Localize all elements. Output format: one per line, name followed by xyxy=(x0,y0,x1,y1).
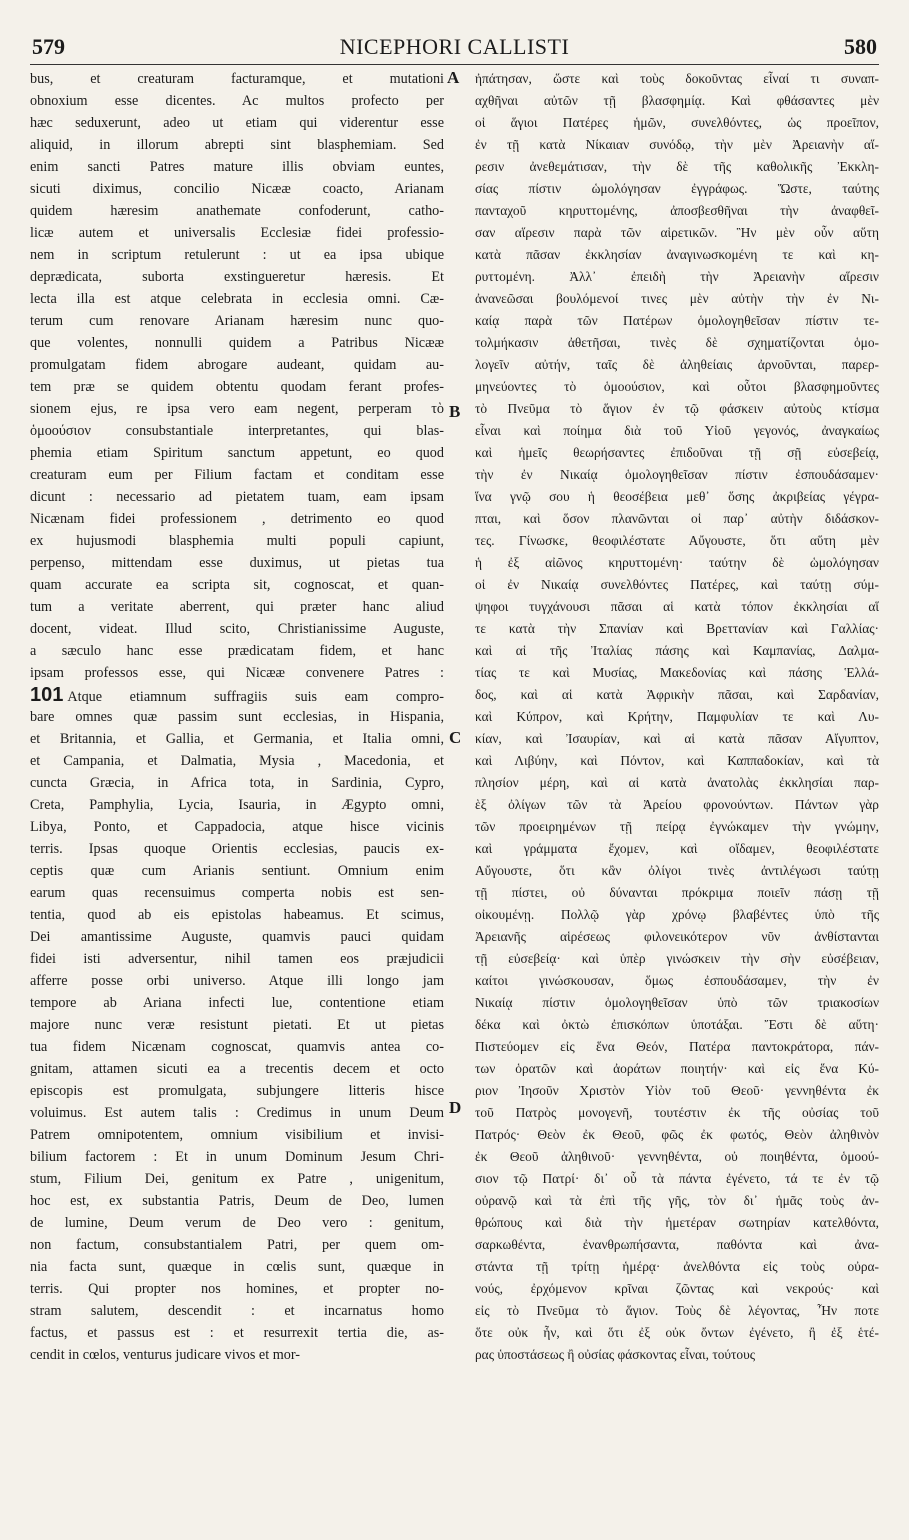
text-line: λογεῖν αὐτήν, ταῖς δὲ ἀληθείαις ἀρνοῦνται, παρερ- xyxy=(475,357,879,372)
text-line: Libya, Ponto, et Cappadocia, atque hisce vicinis xyxy=(30,819,444,835)
text-line: κατὰ πᾶσαν ἐκκλησίαν ἀναγινωσκομένη τε καὶ κη- xyxy=(475,247,879,262)
text-line: docent, videat. Illud scito, Christianissime Auguste, xyxy=(30,621,444,637)
page-number-left: 579 xyxy=(32,34,65,59)
text-line: sionem ejus, re ipsa vero eam negent, perperam τὸ xyxy=(30,401,444,417)
text-line: tentia, quod ab eis epistolas habeamus. Et scimus, xyxy=(30,907,444,923)
text-line: οὐρανῷ καὶ τὰ ἐπὶ τῆς γῆς, τὸν δι᾽ ἡμᾶς τοὺς ἀν- xyxy=(475,1193,879,1208)
text-line: ὲξ ὀλίγων τῶν τὰ Ἀρείου φρονούντων. Πάντων γὰρ xyxy=(475,797,879,812)
page-number-right: 580 xyxy=(844,34,877,59)
text-line: et Britannia, et Gallia, et Germania, et Italia omni, xyxy=(30,731,444,747)
text-line: τίας τε καὶ Μυσίας, Μακεδονίας καὶ πάσης Ἑλλά- xyxy=(475,665,879,680)
margin-marker-c: C xyxy=(449,728,462,747)
text-line: τῇ εὐσεβείᾳ· καὶ ὑπὲρ γινώσκειν τὴν σὴν εὐσέβειαν, xyxy=(475,951,879,966)
text-line: κίαν, καὶ Ἰσαυρίαν, καὶ αἱ κατὰ πᾶσαν Αἴγυπτον, xyxy=(475,731,879,746)
text-line: de lumine, Deum verum de Deo vero : genitum, xyxy=(30,1215,444,1231)
text-line: καὶ ἡμεῖς θεωρήσαντες ἐπιδοῦναι τῇ σῇ εὐσεβείᾳ, xyxy=(475,445,879,460)
text-line: majore nunc veræ resistunt pietati. Et ut pietas xyxy=(30,1017,444,1033)
text-line: καὶ Κύπρον, καὶ Κρήτην, Παμφυλίαν τε καὶ Λυ- xyxy=(475,709,879,724)
text-line: ἐν τῇ κατὰ Νίκαιαν συνόδῳ, τὴν μὲν Ἀρειανὴν αἵ- xyxy=(475,137,879,152)
text-line: terris. Qui propter nos homines, et propter no- xyxy=(30,1281,444,1297)
text-line: bare omnes quæ passim sunt ecclesias, in Hispania, xyxy=(30,709,444,725)
text-line: cuncta Græcia, in Africa tota, in Sardinia, Cypro, xyxy=(30,775,444,791)
text-line: σίας πίστιν ὡμολόγησαν ἐγγράφως. Ὥστε, ταύτης xyxy=(475,181,879,196)
text-line: θρώπους καὶ διὰ τὴν ἡμετέραν σωτηρίαν κατελθόντα, xyxy=(475,1215,879,1230)
text-line: νούς, ἐρχόμενον κρῖναι ζῶντας καὶ νεκρούς· καὶ xyxy=(475,1281,879,1296)
text-line: obnoxium esse dicentes. Ac multos profecto per xyxy=(30,93,444,109)
text-line: καὶ γράμματα ἔχομεν, καὶ οἴδαμεν, θεοφιλέστατε xyxy=(475,841,879,856)
text-line: σιον τῷ Πατρί· δι᾽ οὗ τὰ πάντα ἐγένετο, τά τε ἐν τῷ xyxy=(475,1171,879,1186)
text-line: καὶ Λιβύην, καὶ Πόντον, καὶ Καππαδοκίαν, καὶ τὰ xyxy=(475,753,879,768)
text-line: εἶναι καὶ ποίημα διὰ τοῦ Υἱοῦ γεγονός, ἀναγκαίως xyxy=(475,423,879,438)
text-line: sicuti diximus, concilio Nicææ coacto, Arianam xyxy=(30,181,444,197)
text-line: πλησίον μέρη, καὶ αἱ κατὰ ἀνατολὰς ἐκκλησίαι παρ- xyxy=(475,775,879,790)
text-line: μηνεύοντες τὸ ὁμοούσιον, καὶ οὗτοι βλασφημοῦντες xyxy=(475,379,879,394)
text-line: τε κατὰ τὴν Σπανίαν καὶ Βρεττανίαν καὶ Γαλλίας· xyxy=(475,621,879,636)
text-line: ρας ὑποστάσεως ἢ οὐσίας φάσκοντας εἶναι, τούτους xyxy=(475,1347,756,1362)
text-line: οἰκουμένῃ. Πολλῷ γὰρ χρόνῳ βλαβέντες ὑπὸ τῆς xyxy=(475,907,879,922)
text-line: tem præ se quidem obtentu quodam ferant profes- xyxy=(30,379,444,395)
text-line: Creta, Pamphylia, Lycia, Isauria, in Ægypto omni, xyxy=(30,797,444,813)
text-line: οἱ ἐν Νικαίᾳ συνελθόντες Πατέρες, καὶ ταύτῃ σύμ- xyxy=(475,577,879,592)
text-line: ex hujusmodi blasphemia multi populi capiunt, xyxy=(30,533,444,549)
text-line: que volentes, nonnulli quidem a Patribus Nicææ xyxy=(30,335,444,351)
text-line: εἰς τὸ Πνεῦμα τὸ ἅγιον. Τοὺς δὲ λέγοντας, Ἦν ποτε xyxy=(475,1303,879,1318)
text-line: nem in scriptum retulerunt : ut ea ipsa ubique xyxy=(30,247,444,263)
text-line: factus, et passus est : et resurrexit tertia die, as- xyxy=(30,1325,444,1341)
text-line: ἐκ Θεοῦ ἀληθινοῦ· γεννηθέντα, οὐ ποιηθέντα, ὁμοού- xyxy=(475,1149,879,1164)
text-line: ἠπάτησαν, ὥστε καὶ τοὺς δοκοῦντας εἶναί τι συναπ- xyxy=(475,71,879,86)
text-line: οἱ ἅγιοι Πατέρες ἡμῶν, συνελθόντες, ὡς προεῖπον, xyxy=(475,115,879,130)
text-line: afferre posse orbi universo. Atque illi longo jam xyxy=(30,973,444,989)
text-line: gnitam, attamen sicuti ea a trecentis decem et octo xyxy=(30,1061,444,1077)
text-line: enim sancti Patres mature illis obviam euntes, xyxy=(30,159,444,175)
text-line: lecta illa est atque celebrata in ecclesia omni. Cæ- xyxy=(30,291,444,307)
text-line: fidei isti adversentur, nihil tamen eos præjudicii xyxy=(30,951,444,967)
text-line: Πιστεύομεν εἰς ἕνα Θεόν, Πατέρα παντοκράτορα, πάν- xyxy=(475,1039,879,1054)
section-number: 101 xyxy=(30,684,64,706)
text-line: ἵνα γνῷ σου ἡ θεοσέβεια μεθ᾽ ὅσης ἀκριβείας γέγρα- xyxy=(475,489,879,504)
margin-marker-a: A xyxy=(447,68,460,87)
text-line: tempore ab Ariana infecti lue, contentione etiam xyxy=(30,995,444,1011)
text-line: ρεσιν ἀνεθεμάτισαν, τὴν δὲ τῆς καθολικῆς Ἐκκλη- xyxy=(475,159,879,174)
text-line: ἀνανεῶσαι βουλόμενοί τινες μὲν αὐτὴν τὴν ἐν Νι- xyxy=(475,291,879,306)
text-line: καὶ αἱ τῆς Ἰταλίας πάσης καὶ Καμπανίας, Δαλμα- xyxy=(475,643,879,658)
running-title: NICEPHORI CALLISTI xyxy=(339,34,570,59)
text-line: dicunt : necessario ad pietatem tuam, eam ipsam xyxy=(30,489,444,505)
text-line: Πατρός· Θεὸν ἐκ Θεοῦ, φῶς ἐκ φωτός, Θεὸν ἀληθινὸν xyxy=(475,1127,879,1142)
text-line: ρυττομένη. Ἀλλ᾽ ἐπειδὴ τὴν Ἀρειανὴν αἵρεσιν xyxy=(475,269,879,284)
text-line: deprædicata, suborta exstingueretur hæresis. Et xyxy=(30,269,444,285)
text-line: σαρκωθέντα, ἐνανθρωπήσαντα, παθόντα καὶ ἀνα- xyxy=(475,1237,879,1252)
text-line: ceptis quæ cum Arianis sentiunt. Omnium enim xyxy=(30,863,444,879)
text-line: τὴν ἐν Νικαίᾳ ὁμολογηθεῖσαν πίστιν ἐσπουδάσαμεν· xyxy=(475,467,879,482)
text-line: creaturam eum per Filium factam et conditam esse xyxy=(30,467,444,483)
text-line: perpenso, mittendam esse duximus, ut pietas tua xyxy=(30,555,444,571)
text-line: promulgatam fidem abrogare audeant, quidam au- xyxy=(30,357,444,373)
text-line: καίᾳ παρὰ τῶν Πατέρων ὁμολογηθεῖσαν πίστιν τε- xyxy=(475,313,879,328)
text-line: quam accurate ea scripta sit, cognoscat, et quan- xyxy=(30,577,444,593)
text-line: πανταχοῦ κηρυττομένης, ἀποσβεσθῆναι τὴν ἀναφθεῖ- xyxy=(475,203,879,218)
text-line: καίτοι γινώσκουσαν, ὅμως ἐσπουδάσαμεν, τὴν ἐν xyxy=(475,973,879,988)
text-line: τολμήκασιν ἀθετῆσαι, τινὲς δὲ σχηματίζονται ὁμο- xyxy=(475,335,879,350)
text-line: ψηφοι τυγχάνουσι πᾶσαι αἱ κατὰ τόπον ἐκκλησίαι αἵ xyxy=(475,599,879,614)
text-line: terum cum renovare Arianam hæresim nunc quo- xyxy=(30,313,444,329)
text-line: nia facta sunt, quæque in cœlis sunt, quæque in xyxy=(30,1259,444,1275)
greek-column xyxy=(475,68,879,1366)
text-line: stram salutem, descendit : et incarnatus homo xyxy=(30,1303,444,1319)
text-line: τῇ πίστει, οὐ δύνανται πρόκριμα ποιεῖν πάσῃ τῇ xyxy=(475,885,879,900)
text-line: ὅτε οὐκ ἦν, καὶ ὅτι ἐξ οὐκ ὄντων ἐγένετο, ἢ ἐξ ἑτέ- xyxy=(475,1325,879,1340)
text-line: bus, et creaturam facturamque, et mutationi xyxy=(30,71,444,87)
text-line: ριον Ἰησοῦν Χριστὸν Υἱὸν τοῦ Θεοῦ· γεννηθέντα ἐκ xyxy=(475,1083,879,1098)
text-line: τοῦ Πατρὸς μονογενῆ, τουτέστιν ἐκ τῆς οὐσίας τοῦ xyxy=(475,1105,879,1120)
text-line: ὁμοούσιον consubstantiale interpretantes, qui blas- xyxy=(30,423,444,439)
text-line: ipsam professos esse, qui Nicææ convenere Patres : xyxy=(30,665,444,681)
line-text: Atque etiamnum suffragiis suis eam compro- xyxy=(67,689,444,705)
text-line xyxy=(30,684,444,706)
text-line: tua fidem Nicænam cognoscat, quamvis antea co- xyxy=(30,1039,444,1055)
text-line: hæc seduxerunt, adeo ut etiam qui viderentur esse xyxy=(30,115,444,131)
text-line: Nicænam fidei professionem , detrimento eo quod xyxy=(30,511,444,527)
text-line: phemia etiam Spiritum sanctum appetunt, eo quod xyxy=(30,445,444,461)
text-line: πται, καὶ ὅσον πλανῶνται οἱ παρ᾽ αὐτὴν διδάσκον- xyxy=(475,511,879,526)
text-line: δος, καὶ αἱ κατὰ Ἀφρικὴν πᾶσαι, καὶ Σαρδανίαν, xyxy=(475,687,879,702)
running-header xyxy=(30,30,879,65)
text-line: τῶν προειρημένων τῇ πείρᾳ ἐγνώκαμεν τὴν γνώμην, xyxy=(475,819,879,834)
text-line: Patrem omnipotentem, omnium visibilium et invisi- xyxy=(30,1127,444,1143)
text-line: τες. Γίνωσκε, θεοφιλέστατε Αὔγουστε, ὅτι αὕτη μὲν xyxy=(475,533,879,548)
margin-marker-b: B xyxy=(449,402,461,421)
text-line: Αὔγουστε, ὅτι κἂν ὀλίγοι τινὲς ἀντιλέγωσι ταύτῃ xyxy=(475,863,879,878)
text-line: licæ autem et universalis Ecclesiæ fidei professio- xyxy=(30,225,444,241)
text-line: stum, Filium Dei, genitum ex Patre , unigenitum, xyxy=(30,1171,444,1187)
text-line: τὸ Πνεῦμα τὸ ἅγιον ἐν τῷ φάσκειν αὐτοὺς κτίσμα xyxy=(475,401,879,416)
text-line: earum quas recensuimus comperta nobis est sen- xyxy=(30,885,444,901)
text-line: δέκα καὶ ὀκτὼ ἐπισκόπων ὑποτάξαι. Ἔστι δὲ αὕτη· xyxy=(475,1017,879,1032)
text-line: aliquid, in illorum abrepti sint blasphemiam. Sed xyxy=(30,137,444,153)
text-line: episcopis est promulgata, subjungere litteris hisce xyxy=(30,1083,444,1099)
text-line: terris. Ipsas quoque Orientis ecclesias, paucis ex- xyxy=(30,841,444,857)
text-line: Νικαίᾳ πίστιν ὁμολογηθεῖσαν ὑπὸ τῶν τριακοσίων xyxy=(475,995,879,1010)
text-line: σαν αἵρεσιν παρὰ τῶν αἱρετικῶν. Ἣν μὲν οὖν αὕτη xyxy=(475,225,879,240)
text-line: αχθῆναι αὐτῶν τῇ βλασφημίᾳ. Καὶ φθάσαντες μὲν xyxy=(475,93,879,108)
text-line: tum a veritate aberrent, qui præter hanc aliud xyxy=(30,599,444,615)
latin-column xyxy=(30,68,444,1366)
text-line: et Campania, et Dalmatia, Mysia , Macedonia, et xyxy=(30,753,444,769)
text-line: στάντα τῇ τρίτῃ ἡμέρᾳ· ἀνελθόντα εἰς τοὺς οὐρα- xyxy=(475,1259,879,1274)
text-line: cendit in cœlos, venturus judicare vivos et mor- xyxy=(30,1347,300,1363)
text-line: non factum, consubstantialem Patri, per quem om- xyxy=(30,1237,444,1253)
text-line: a sæculo hanc esse prædicatam fidem, et hanc xyxy=(30,643,444,659)
text-line: των ὁρατῶν καὶ ἀοράτων ποιητήν· καὶ εἰς ἕνα Κύ- xyxy=(475,1061,879,1076)
text-line: hoc est, ex substantia Patris, Deum de Deo, lumen xyxy=(30,1193,444,1209)
text-line: ἡ ἐξ αἰῶνος κηρυττομένη· ταύτην δὲ ὡμολόγησαν xyxy=(475,555,879,570)
text-line: Ἀρειανῆς αἱρέσεως φιλονεικότερον νῦν ἀνθίστανται xyxy=(475,929,879,944)
margin-marker-d: D xyxy=(449,1098,462,1117)
text-line: voluimus. Est autem talis : Credimus in unum Deum xyxy=(30,1105,444,1121)
text-line: bilium factorem : Et in unum Dominum Jesum Chri- xyxy=(30,1149,444,1165)
text-line: Dei amantissime Auguste, quamvis pauci quidam xyxy=(30,929,444,945)
text-line: quidem hæresim anathemate confoderunt, catho- xyxy=(30,203,444,219)
